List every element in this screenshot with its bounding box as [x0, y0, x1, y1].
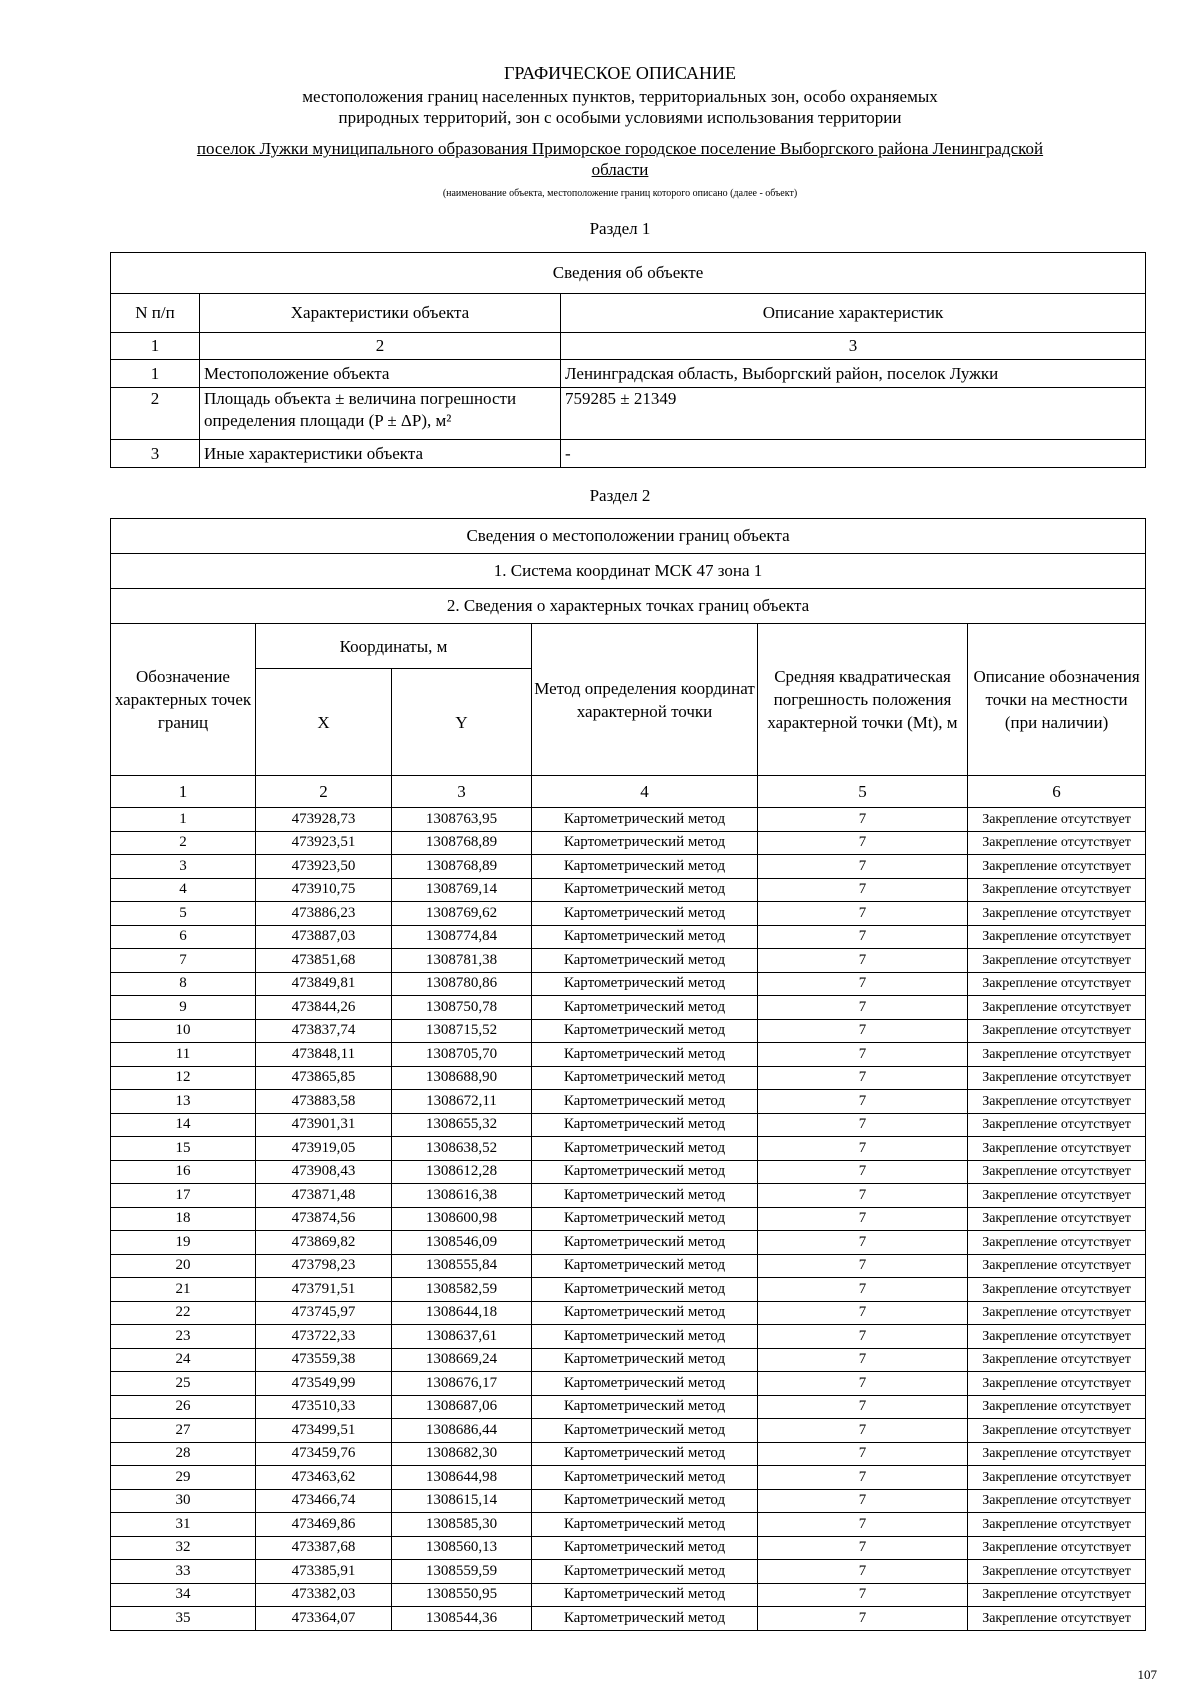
- area-value: 759285 ± 21349: [561, 388, 1146, 440]
- coord-x: 473499,51: [256, 1419, 392, 1443]
- marker-cell: Закрепление отсутствует: [968, 1325, 1146, 1349]
- characteristic-area: [200, 388, 561, 440]
- col-number-1: 1: [111, 776, 256, 808]
- table-row: [111, 1395, 1146, 1419]
- method-cell: Картометрический метод: [532, 996, 758, 1020]
- coord-x: 473510,33: [256, 1395, 392, 1419]
- error-cell: 7: [758, 1066, 968, 1090]
- error-cell: 7: [758, 1466, 968, 1490]
- error-cell: 7: [758, 1536, 968, 1560]
- coord-x: 473559,38: [256, 1348, 392, 1372]
- coord-x: 473901,31: [256, 1113, 392, 1137]
- coord-x: 473387,68: [256, 1536, 392, 1560]
- col-header-description: Описание характеристик: [561, 294, 1146, 333]
- table-row: [111, 1207, 1146, 1231]
- row-number: 1: [111, 360, 200, 388]
- subtitle-line-2: природных территорий, зон с особыми условиями использования территории: [338, 108, 902, 127]
- coord-x: 473469,86: [256, 1513, 392, 1537]
- table-row: [111, 972, 1146, 996]
- error-cell: 7: [758, 1184, 968, 1208]
- marker-cell: Закрепление отсутствует: [968, 1348, 1146, 1372]
- point-number: 32: [111, 1536, 256, 1560]
- error-cell: 7: [758, 1231, 968, 1255]
- section-2-heading: Раздел 2: [589, 486, 651, 505]
- table-row: [111, 1607, 1146, 1631]
- table-row: [111, 1536, 1146, 1560]
- table-row: [111, 808, 1146, 832]
- coord-y: 1308644,18: [392, 1301, 532, 1325]
- error-cell: 7: [758, 1325, 968, 1349]
- table-row: [111, 1090, 1146, 1114]
- error-cell: 7: [758, 1113, 968, 1137]
- error-cell: 7: [758, 831, 968, 855]
- coord-y: 1308544,36: [392, 1607, 532, 1631]
- method-cell: Картометрический метод: [532, 1536, 758, 1560]
- method-cell: Картометрический метод: [532, 1160, 758, 1184]
- subtitle-line-1: местоположения границ населенных пунктов, территориальных зон, особо охраняемых: [302, 87, 938, 106]
- point-number: 29: [111, 1466, 256, 1490]
- marker-cell: Закрепление отсутствует: [968, 1113, 1146, 1137]
- method-cell: Картометрический метод: [532, 1583, 758, 1607]
- coord-y: 1308669,24: [392, 1348, 532, 1372]
- point-number: 14: [111, 1113, 256, 1137]
- coord-x: 473463,62: [256, 1466, 392, 1490]
- marker-cell: Закрепление отсутствует: [968, 1560, 1146, 1584]
- point-number: 26: [111, 1395, 256, 1419]
- error-cell: 7: [758, 1043, 968, 1067]
- point-number: 3: [111, 855, 256, 879]
- error-cell: 7: [758, 1583, 968, 1607]
- method-cell: Картометрический метод: [532, 1607, 758, 1631]
- table-row: [111, 1184, 1146, 1208]
- error-cell: 7: [758, 925, 968, 949]
- coord-y: 1308774,84: [392, 925, 532, 949]
- error-cell: 7: [758, 1348, 968, 1372]
- location-value: Ленинградская область, Выборгский район, поселок Лужки: [561, 360, 1146, 388]
- error-cell: 7: [758, 1090, 968, 1114]
- point-number: 10: [111, 1019, 256, 1043]
- col-number-4: 4: [532, 776, 758, 808]
- marker-cell: Закрепление отсутствует: [968, 1607, 1146, 1631]
- error-cell: 7: [758, 1160, 968, 1184]
- point-number: 17: [111, 1184, 256, 1208]
- method-cell: Картометрический метод: [532, 972, 758, 996]
- table-row: [111, 440, 1146, 468]
- col-header-x: X: [256, 669, 392, 776]
- table-row: [111, 1466, 1146, 1490]
- marker-cell: Закрепление отсутствует: [968, 1019, 1146, 1043]
- coord-y: 1308688,90: [392, 1066, 532, 1090]
- coord-x: 473844,26: [256, 996, 392, 1020]
- col-header-marker: Описание обозначения точки на местности (при наличии): [968, 624, 1146, 776]
- table-row: [111, 1066, 1146, 1090]
- point-number: 25: [111, 1372, 256, 1396]
- point-number: 8: [111, 972, 256, 996]
- coord-x: 473549,99: [256, 1372, 392, 1396]
- error-cell: 7: [758, 1442, 968, 1466]
- point-number: 2: [111, 831, 256, 855]
- error-cell: 7: [758, 902, 968, 926]
- method-cell: Картометрический метод: [532, 1325, 758, 1349]
- method-cell: Картометрический метод: [532, 1066, 758, 1090]
- point-number: 4: [111, 878, 256, 902]
- col-header-y: Y: [392, 669, 532, 776]
- error-cell: 7: [758, 949, 968, 973]
- point-number: 30: [111, 1489, 256, 1513]
- table-row: [111, 1137, 1146, 1161]
- coord-x: 473874,56: [256, 1207, 392, 1231]
- error-cell: 7: [758, 1137, 968, 1161]
- marker-cell: Закрепление отсутствует: [968, 1043, 1146, 1067]
- point-number: 19: [111, 1231, 256, 1255]
- table-row: [111, 878, 1146, 902]
- col-number-5: 5: [758, 776, 968, 808]
- coord-x: 473791,51: [256, 1278, 392, 1302]
- col-header-characteristic: Характеристики объекта: [200, 294, 561, 333]
- error-cell: 7: [758, 1301, 968, 1325]
- marker-cell: Закрепление отсутствует: [968, 925, 1146, 949]
- point-number: 13: [111, 1090, 256, 1114]
- marker-cell: Закрепление отсутствует: [968, 1513, 1146, 1537]
- error-cell: 7: [758, 855, 968, 879]
- point-number: 7: [111, 949, 256, 973]
- error-cell: 7: [758, 1607, 968, 1631]
- col-header-designation: Обозначение характерных точек границ: [111, 624, 256, 776]
- coord-y: 1308585,30: [392, 1513, 532, 1537]
- point-number: 33: [111, 1560, 256, 1584]
- marker-cell: Закрепление отсутствует: [968, 1466, 1146, 1490]
- point-number: 18: [111, 1207, 256, 1231]
- error-cell: 7: [758, 1560, 968, 1584]
- table-row: [111, 1325, 1146, 1349]
- point-number: 31: [111, 1513, 256, 1537]
- error-cell: 7: [758, 878, 968, 902]
- points-caption: 2. Сведения о характерных точках границ объекта: [111, 589, 1146, 624]
- method-cell: Картометрический метод: [532, 1560, 758, 1584]
- coord-x: 473887,03: [256, 925, 392, 949]
- col-number-3: 3: [392, 776, 532, 808]
- coord-y: 1308768,89: [392, 855, 532, 879]
- point-number: 20: [111, 1254, 256, 1278]
- table-row: [111, 831, 1146, 855]
- coord-x: 473851,68: [256, 949, 392, 973]
- coord-x: 473798,23: [256, 1254, 392, 1278]
- error-cell: 7: [758, 1278, 968, 1302]
- coord-y: 1308616,38: [392, 1184, 532, 1208]
- coord-x: 473382,03: [256, 1583, 392, 1607]
- method-cell: Картометрический метод: [532, 808, 758, 832]
- coord-y: 1308546,09: [392, 1231, 532, 1255]
- object-name: [100, 138, 1140, 180]
- object-name-line-1: поселок Лужки муниципального образования Приморское городское поселение Выборгского района Ленинградской: [196, 139, 1044, 158]
- error-cell: 7: [758, 972, 968, 996]
- method-cell: Картометрический метод: [532, 1513, 758, 1537]
- coord-x: 473886,23: [256, 902, 392, 926]
- method-cell: Картометрический метод: [532, 855, 758, 879]
- characteristic-location: Местоположение объекта: [200, 360, 561, 388]
- boundary-points-table: [110, 518, 1146, 1631]
- coord-y: 1308715,52: [392, 1019, 532, 1043]
- method-cell: Картометрический метод: [532, 878, 758, 902]
- marker-cell: Закрепление отсутствует: [968, 1583, 1146, 1607]
- coord-y: 1308655,32: [392, 1113, 532, 1137]
- point-number: 5: [111, 902, 256, 926]
- coord-x: 473928,73: [256, 808, 392, 832]
- table-row: [111, 1231, 1146, 1255]
- object-info-table: [110, 252, 1146, 468]
- marker-cell: Закрепление отсутствует: [968, 902, 1146, 926]
- marker-cell: Закрепление отсутствует: [968, 1395, 1146, 1419]
- error-cell: 7: [758, 1254, 968, 1278]
- col-header-number: N п/п: [111, 294, 200, 333]
- table-row: [111, 1301, 1146, 1325]
- row-number: 3: [111, 440, 200, 468]
- method-cell: Картометрический метод: [532, 1489, 758, 1513]
- marker-cell: Закрепление отсутствует: [968, 1090, 1146, 1114]
- method-cell: Картометрический метод: [532, 1348, 758, 1372]
- coord-y: 1308550,95: [392, 1583, 532, 1607]
- marker-cell: Закрепление отсутствует: [968, 1278, 1146, 1302]
- marker-cell: Закрепление отсутствует: [968, 996, 1146, 1020]
- point-number: 24: [111, 1348, 256, 1372]
- method-cell: Картометрический метод: [532, 1207, 758, 1231]
- coord-y: 1308637,61: [392, 1325, 532, 1349]
- characteristic-other: Иные характеристики объекта: [200, 440, 561, 468]
- coord-x: 473466,74: [256, 1489, 392, 1513]
- method-cell: Картометрический метод: [532, 1442, 758, 1466]
- boundary-caption: Сведения о местоположении границ объекта: [111, 519, 1146, 554]
- point-number: 34: [111, 1583, 256, 1607]
- table-row: [111, 1419, 1146, 1443]
- method-cell: Картометрический метод: [532, 1231, 758, 1255]
- coord-y: 1308615,14: [392, 1489, 532, 1513]
- coord-y: 1308676,17: [392, 1372, 532, 1396]
- method-cell: Картометрический метод: [532, 1113, 758, 1137]
- error-cell: 7: [758, 1207, 968, 1231]
- coord-x: 473745,97: [256, 1301, 392, 1325]
- coord-x: 473919,05: [256, 1137, 392, 1161]
- table-row: [111, 1160, 1146, 1184]
- marker-cell: Закрепление отсутствует: [968, 1160, 1146, 1184]
- marker-cell: Закрепление отсутствует: [968, 878, 1146, 902]
- area-label-line-2: определения площади (P ± ΔP), м²: [204, 411, 452, 430]
- method-cell: Картометрический метод: [532, 949, 758, 973]
- table-row: [111, 1348, 1146, 1372]
- coord-x: 473385,91: [256, 1560, 392, 1584]
- method-cell: Картометрический метод: [532, 1372, 758, 1396]
- method-cell: Картометрический метод: [532, 925, 758, 949]
- error-cell: 7: [758, 808, 968, 832]
- coord-y: 1308750,78: [392, 996, 532, 1020]
- coord-y: 1308687,06: [392, 1395, 532, 1419]
- coord-x: 473837,74: [256, 1019, 392, 1043]
- marker-cell: Закрепление отсутствует: [968, 949, 1146, 973]
- table-row: [111, 1113, 1146, 1137]
- area-label-line-1: Площадь объекта ± величина погрешности: [204, 389, 517, 408]
- table-row: [111, 1019, 1146, 1043]
- method-cell: Картометрический метод: [532, 1466, 758, 1490]
- points-body: [111, 808, 1146, 1631]
- point-number: 1: [111, 808, 256, 832]
- table-row: [111, 1043, 1146, 1067]
- table-row: [111, 1254, 1146, 1278]
- col-header-method: Метод определения координат характерной точки: [532, 624, 758, 776]
- col-number-6: 6: [968, 776, 1146, 808]
- coord-x: 473869,82: [256, 1231, 392, 1255]
- coord-y: 1308559,59: [392, 1560, 532, 1584]
- point-number: 12: [111, 1066, 256, 1090]
- coord-x: 473908,43: [256, 1160, 392, 1184]
- table-row: [111, 996, 1146, 1020]
- coord-y: 1308780,86: [392, 972, 532, 996]
- coord-y: 1308769,14: [392, 878, 532, 902]
- coord-y: 1308769,62: [392, 902, 532, 926]
- col-number-2: 2: [256, 776, 392, 808]
- table-row: [111, 902, 1146, 926]
- coord-x: 473722,33: [256, 1325, 392, 1349]
- coord-y: 1308555,84: [392, 1254, 532, 1278]
- table-row: [111, 925, 1146, 949]
- col-number-3: 3: [561, 333, 1146, 360]
- method-cell: Картометрический метод: [532, 1301, 758, 1325]
- row-number: 2: [111, 388, 200, 440]
- point-number: 27: [111, 1419, 256, 1443]
- method-cell: Картометрический метод: [532, 1395, 758, 1419]
- error-cell: 7: [758, 1419, 968, 1443]
- coord-y: 1308768,89: [392, 831, 532, 855]
- point-number: 28: [111, 1442, 256, 1466]
- marker-cell: Закрепление отсутствует: [968, 1536, 1146, 1560]
- method-cell: Картометрический метод: [532, 1090, 758, 1114]
- col-number-1: 1: [111, 333, 200, 360]
- coord-x: 473871,48: [256, 1184, 392, 1208]
- table-row: [111, 1278, 1146, 1302]
- error-cell: 7: [758, 996, 968, 1020]
- coord-y: 1308582,59: [392, 1278, 532, 1302]
- error-cell: 7: [758, 1372, 968, 1396]
- error-cell: 7: [758, 1395, 968, 1419]
- point-number: 35: [111, 1607, 256, 1631]
- table-row: [111, 949, 1146, 973]
- marker-cell: Закрепление отсутствует: [968, 1231, 1146, 1255]
- method-cell: Картометрический метод: [532, 831, 758, 855]
- marker-cell: Закрепление отсутствует: [968, 1254, 1146, 1278]
- coord-y: 1308612,28: [392, 1160, 532, 1184]
- section-1-heading: Раздел 1: [589, 219, 651, 238]
- object-name-line-2: области: [591, 160, 649, 179]
- method-cell: Картометрический метод: [532, 902, 758, 926]
- coord-y: 1308682,30: [392, 1442, 532, 1466]
- error-cell: 7: [758, 1019, 968, 1043]
- method-cell: Картометрический метод: [532, 1184, 758, 1208]
- object-info-caption: Сведения об объекте: [111, 253, 1146, 294]
- table-row: [111, 1560, 1146, 1584]
- marker-cell: Закрепление отсутствует: [968, 855, 1146, 879]
- method-cell: Картометрический метод: [532, 1019, 758, 1043]
- document-subtitle: [100, 86, 1140, 128]
- method-cell: Картометрический метод: [532, 1043, 758, 1067]
- coord-x: 473459,76: [256, 1442, 392, 1466]
- point-number: 22: [111, 1301, 256, 1325]
- coord-x: 473923,50: [256, 855, 392, 879]
- other-value: -: [561, 440, 1146, 468]
- coord-x: 473910,75: [256, 878, 392, 902]
- coord-x: 473865,85: [256, 1066, 392, 1090]
- table-row: [111, 1372, 1146, 1396]
- marker-cell: Закрепление отсутствует: [968, 1442, 1146, 1466]
- marker-cell: Закрепление отсутствует: [968, 1207, 1146, 1231]
- method-cell: Картометрический метод: [532, 1137, 758, 1161]
- marker-cell: Закрепление отсутствует: [968, 972, 1146, 996]
- method-cell: Картометрический метод: [532, 1278, 758, 1302]
- coord-y: 1308763,95: [392, 808, 532, 832]
- coord-y: 1308560,13: [392, 1536, 532, 1560]
- coord-x: 473883,58: [256, 1090, 392, 1114]
- table-row: [111, 1442, 1146, 1466]
- table-row: [111, 1513, 1146, 1537]
- marker-cell: Закрепление отсутствует: [968, 1419, 1146, 1443]
- coord-y: 1308638,52: [392, 1137, 532, 1161]
- point-number: 21: [111, 1278, 256, 1302]
- marker-cell: Закрепление отсутствует: [968, 1137, 1146, 1161]
- coord-y: 1308686,44: [392, 1419, 532, 1443]
- coord-x: 473923,51: [256, 831, 392, 855]
- table-row: [111, 855, 1146, 879]
- method-cell: Картометрический метод: [532, 1419, 758, 1443]
- marker-cell: Закрепление отсутствует: [968, 1489, 1146, 1513]
- table-row: [111, 360, 1146, 388]
- coord-y: 1308644,98: [392, 1466, 532, 1490]
- table-row: [111, 1583, 1146, 1607]
- error-cell: 7: [758, 1489, 968, 1513]
- coord-y: 1308600,98: [392, 1207, 532, 1231]
- point-number: 16: [111, 1160, 256, 1184]
- coord-x: 473849,81: [256, 972, 392, 996]
- marker-cell: Закрепление отсутствует: [968, 1301, 1146, 1325]
- coord-y: 1308705,70: [392, 1043, 532, 1067]
- table-row: [111, 1489, 1146, 1513]
- document-title: ГРАФИЧЕСКОЕ ОПИСАНИЕ: [503, 63, 737, 83]
- point-number: 11: [111, 1043, 256, 1067]
- point-number: 6: [111, 925, 256, 949]
- point-number: 9: [111, 996, 256, 1020]
- marker-cell: Закрепление отсутствует: [968, 808, 1146, 832]
- point-number: 23: [111, 1325, 256, 1349]
- coord-x: 473848,11: [256, 1043, 392, 1067]
- marker-cell: Закрепление отсутствует: [968, 831, 1146, 855]
- marker-cell: Закрепление отсутствует: [968, 1372, 1146, 1396]
- method-cell: Картометрический метод: [532, 1254, 758, 1278]
- marker-cell: Закрепление отсутствует: [968, 1184, 1146, 1208]
- col-header-coordinates: Координаты, м: [256, 624, 532, 669]
- coord-y: 1308672,11: [392, 1090, 532, 1114]
- error-cell: 7: [758, 1513, 968, 1537]
- col-number-2: 2: [200, 333, 561, 360]
- object-hint: (наименование объекта, местоположение границ которого описано (далее - объект): [442, 188, 798, 199]
- point-number: 15: [111, 1137, 256, 1161]
- table-row: [111, 388, 1146, 440]
- page-number: 107: [1137, 1667, 1157, 1682]
- coord-x: 473364,07: [256, 1607, 392, 1631]
- marker-cell: Закрепление отсутствует: [968, 1066, 1146, 1090]
- coord-y: 1308781,38: [392, 949, 532, 973]
- col-header-error: Средняя квадратическая погрешность положения характерной точки (Mt), м: [758, 624, 968, 776]
- coordinate-system: 1. Система координат МСК 47 зона 1: [111, 554, 1146, 589]
